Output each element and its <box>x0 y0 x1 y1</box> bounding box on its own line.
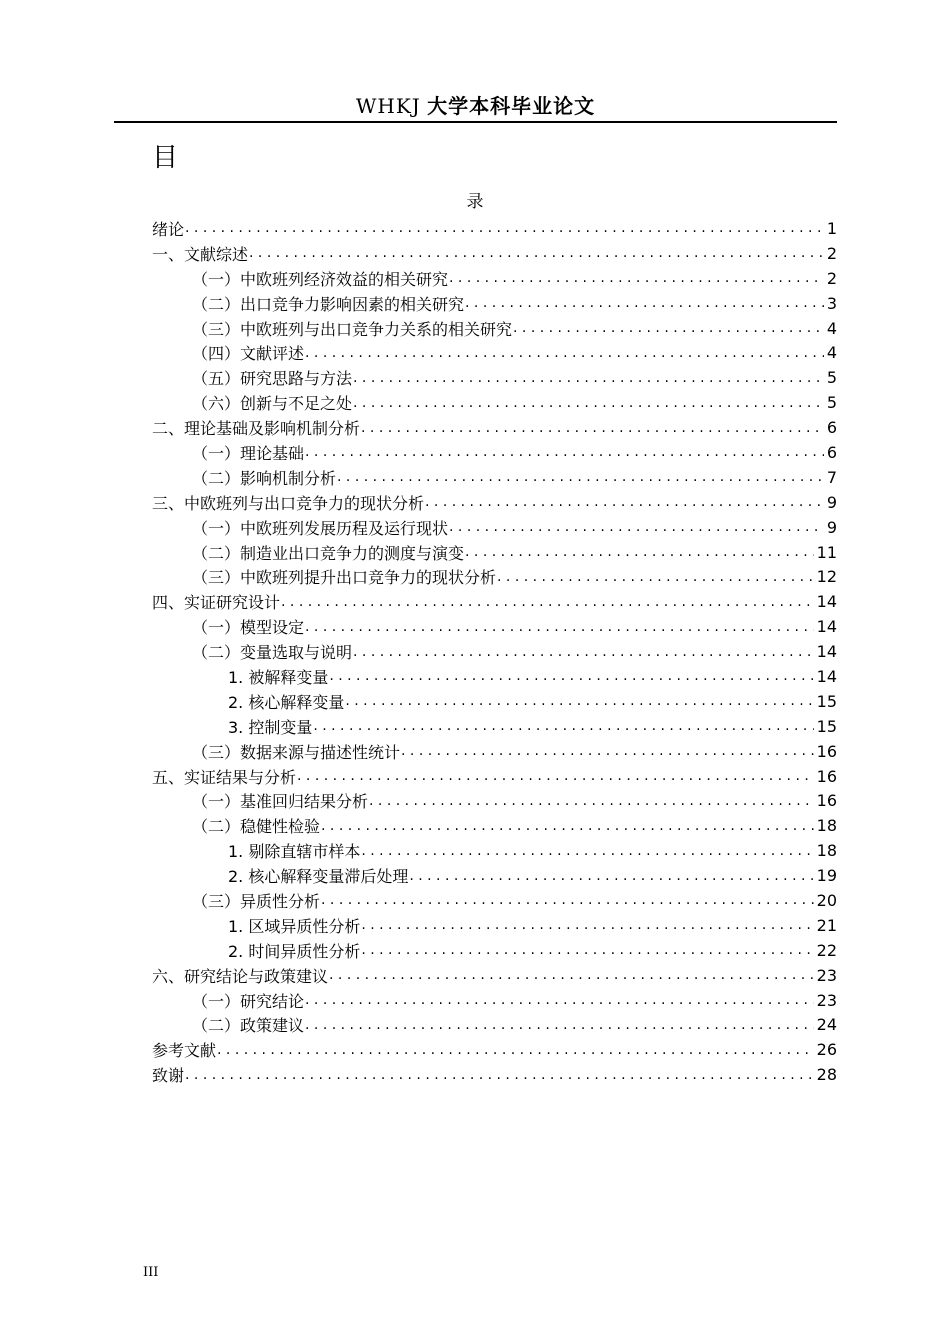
toc-entry[interactable] <box>152 440 837 465</box>
table-of-contents <box>152 216 837 1087</box>
toc-entry[interactable] <box>152 813 837 838</box>
toc-entry[interactable] <box>152 863 837 888</box>
toc-entry-label: 一、文献综述 <box>152 244 249 264</box>
toc-dot-leader <box>185 220 824 236</box>
toc-entry[interactable] <box>152 689 837 714</box>
toc-dot-leader <box>329 668 813 684</box>
toc-entry[interactable] <box>152 515 837 540</box>
toc-entry-label: 致谢 <box>152 1066 185 1086</box>
toc-entry-label: 四、实证研究设计 <box>152 593 281 613</box>
toc-entry-page: 21 <box>816 915 837 935</box>
toc-entry-page: 9 <box>826 517 837 537</box>
toc-entry-label: 1. 剔除直辖市样本 <box>228 842 361 862</box>
page-number: III <box>143 1265 159 1280</box>
toc-entry-label: （二）稳健性检验 <box>192 817 321 837</box>
toc-entry-page: 14 <box>816 592 837 612</box>
toc-entry-label: （四）文献评述 <box>192 344 305 364</box>
toc-entry[interactable] <box>152 415 837 440</box>
toc-entry-page: 5 <box>826 368 837 388</box>
toc-entry[interactable] <box>152 764 837 789</box>
toc-entry-label: （一）研究结论 <box>192 991 305 1011</box>
toc-dot-leader <box>361 420 824 436</box>
toc-entry-label: （五）研究思路与方法 <box>192 369 353 389</box>
toc-entry-page: 7 <box>826 467 837 487</box>
toc-entry-label: 六、研究结论与政策建议 <box>152 966 329 986</box>
toc-entry[interactable] <box>152 216 837 241</box>
toc-entry[interactable] <box>152 739 837 764</box>
toc-entry-page: 2 <box>826 243 837 263</box>
toc-dot-leader <box>361 942 813 958</box>
toc-dot-leader <box>185 1067 814 1083</box>
toc-entry[interactable] <box>152 714 837 739</box>
toc-entry[interactable] <box>152 888 837 913</box>
toc-dot-leader <box>361 843 813 859</box>
toc-dot-leader <box>281 594 814 610</box>
toc-entry-page: 16 <box>816 791 837 811</box>
toc-entry-label: （一）基准回归结果分析 <box>192 792 369 812</box>
toc-dot-leader <box>337 469 824 485</box>
toc-dot-leader <box>353 644 814 660</box>
toc-entry-label: （二）出口竞争力影响因素的相关研究 <box>192 294 465 314</box>
toc-entry-label: 2. 核心解释变量滞后处理 <box>228 867 409 887</box>
toc-dot-leader <box>353 370 824 386</box>
toc-entry[interactable] <box>152 316 837 341</box>
toc-entry[interactable] <box>152 788 837 813</box>
toc-entry-page: 19 <box>816 866 837 886</box>
toc-entry-label: （三）异质性分析 <box>192 891 321 911</box>
header-school-code: WHKJ <box>355 94 421 118</box>
toc-entry[interactable] <box>152 365 837 390</box>
toc-entry-page: 23 <box>816 965 837 985</box>
toc-entry-label: （一）理论基础 <box>192 443 305 463</box>
toc-dot-leader <box>249 245 824 261</box>
toc-entry-page: 11 <box>816 542 837 562</box>
toc-dot-leader <box>353 395 824 411</box>
toc-entry-label: （一）中欧班列发展历程及运行现状 <box>192 518 449 538</box>
toc-entry-label: （三）中欧班列提升出口竞争力的现状分析 <box>192 568 497 588</box>
toc-dot-leader <box>305 992 814 1008</box>
toc-entry-page: 14 <box>816 617 837 637</box>
header-title: 大学本科毕业论文 <box>427 94 596 118</box>
toc-entry-page: 4 <box>826 318 837 338</box>
toc-entry-label: 二、理论基础及影响机制分析 <box>152 419 361 439</box>
toc-entry-label: 绪论 <box>152 219 185 239</box>
toc-entry-label: 2. 核心解释变量 <box>228 692 345 712</box>
toc-dot-leader <box>305 345 824 361</box>
header-rule <box>114 121 837 123</box>
toc-entry[interactable] <box>152 589 837 614</box>
toc-entry[interactable] <box>152 540 837 565</box>
toc-dot-leader <box>449 270 824 286</box>
toc-dot-leader <box>449 519 824 535</box>
toc-dot-leader <box>313 718 813 734</box>
toc-dot-leader <box>305 1017 814 1033</box>
toc-dot-leader <box>305 619 814 635</box>
toc-entry-page: 1 <box>826 218 837 238</box>
toc-entry[interactable] <box>152 564 837 589</box>
toc-entry-label: （三）数据来源与描述性统计 <box>192 742 401 762</box>
toc-entry-label: （二）变量选取与说明 <box>192 643 353 663</box>
toc-dot-leader <box>305 444 824 460</box>
toc-entry-label: 2. 时间异质性分析 <box>228 941 361 961</box>
toc-entry[interactable] <box>152 266 837 291</box>
toc-entry-label: （一）模型设定 <box>192 618 305 638</box>
toc-entry[interactable] <box>152 614 837 639</box>
toc-entry-page: 4 <box>826 343 837 363</box>
toc-entry-page: 5 <box>826 393 837 413</box>
toc-entry-page: 16 <box>816 741 837 761</box>
toc-entry-label: 五、实证结果与分析 <box>152 767 297 787</box>
toc-entry-page: 26 <box>816 1040 837 1060</box>
toc-entry[interactable] <box>152 1013 837 1038</box>
toc-entry-label: 三、中欧班列与出口竞争力的现状分析 <box>152 493 425 513</box>
toc-entry-page: 15 <box>816 716 837 736</box>
toc-entry-page: 14 <box>816 642 837 662</box>
toc-entry[interactable] <box>152 340 837 365</box>
toc-entry-page: 12 <box>816 567 837 587</box>
toc-title-sub: 录 <box>466 192 484 212</box>
toc-entry[interactable] <box>152 988 837 1013</box>
toc-title-main: 目 <box>152 143 179 173</box>
toc-entry-label: 3. 控制变量 <box>228 717 313 737</box>
toc-entry-label: 1. 被解释变量 <box>228 667 329 687</box>
toc-entry[interactable] <box>152 390 837 415</box>
toc-entry-page: 28 <box>816 1065 837 1085</box>
toc-dot-leader <box>345 693 813 709</box>
toc-entry-label: （二）政策建议 <box>192 1016 305 1036</box>
toc-dot-leader <box>465 544 814 560</box>
toc-dot-leader <box>465 295 824 311</box>
toc-entry[interactable] <box>152 1062 837 1087</box>
toc-entry[interactable] <box>152 938 837 963</box>
running-header <box>114 92 837 120</box>
toc-entry-page: 9 <box>826 492 837 512</box>
toc-entry-page: 14 <box>816 666 837 686</box>
toc-entry-page: 20 <box>816 890 837 910</box>
toc-entry[interactable] <box>152 1037 837 1062</box>
toc-entry-page: 18 <box>816 841 837 861</box>
toc-dot-leader <box>329 967 814 983</box>
toc-entry-page: 15 <box>816 691 837 711</box>
toc-entry-label: （二）制造业出口竞争力的测度与演变 <box>192 543 465 563</box>
toc-dot-leader <box>297 768 814 784</box>
toc-dot-leader <box>321 818 814 834</box>
toc-dot-leader <box>409 868 813 884</box>
toc-dot-leader <box>513 320 824 336</box>
toc-entry[interactable] <box>152 490 837 515</box>
toc-dot-leader <box>217 1042 814 1058</box>
toc-entry-label: （六）创新与不足之处 <box>192 394 353 414</box>
toc-dot-leader <box>321 892 814 908</box>
toc-dot-leader <box>425 494 824 510</box>
toc-entry-page: 23 <box>816 990 837 1010</box>
toc-entry-page: 22 <box>816 940 837 960</box>
toc-dot-leader <box>369 793 814 809</box>
toc-entry-page: 16 <box>816 766 837 786</box>
toc-entry-page: 3 <box>826 293 837 313</box>
toc-entry-page: 18 <box>816 816 837 836</box>
toc-entry[interactable] <box>152 913 837 938</box>
toc-entry-label: （一）中欧班列经济效益的相关研究 <box>192 269 449 289</box>
toc-entry[interactable] <box>152 838 837 863</box>
toc-dot-leader <box>497 569 814 585</box>
toc-entry-label: 1. 区域异质性分析 <box>228 916 361 936</box>
toc-entry[interactable] <box>152 639 837 664</box>
toc-dot-leader <box>401 743 814 759</box>
toc-entry-label: 参考文献 <box>152 1041 217 1061</box>
toc-entry-label: （二）影响机制分析 <box>192 468 337 488</box>
toc-entry[interactable] <box>152 465 837 490</box>
toc-dot-leader <box>361 917 813 933</box>
toc-entry-page: 2 <box>826 268 837 288</box>
toc-entry-page: 6 <box>826 442 837 462</box>
toc-entry[interactable] <box>152 664 837 689</box>
toc-entry-page: 6 <box>826 418 837 438</box>
toc-entry[interactable] <box>152 291 837 316</box>
toc-entry[interactable] <box>152 963 837 988</box>
toc-entry-label: （三）中欧班列与出口竞争力关系的相关研究 <box>192 319 513 339</box>
toc-entry-page: 24 <box>816 1015 837 1035</box>
toc-entry[interactable] <box>152 241 837 266</box>
